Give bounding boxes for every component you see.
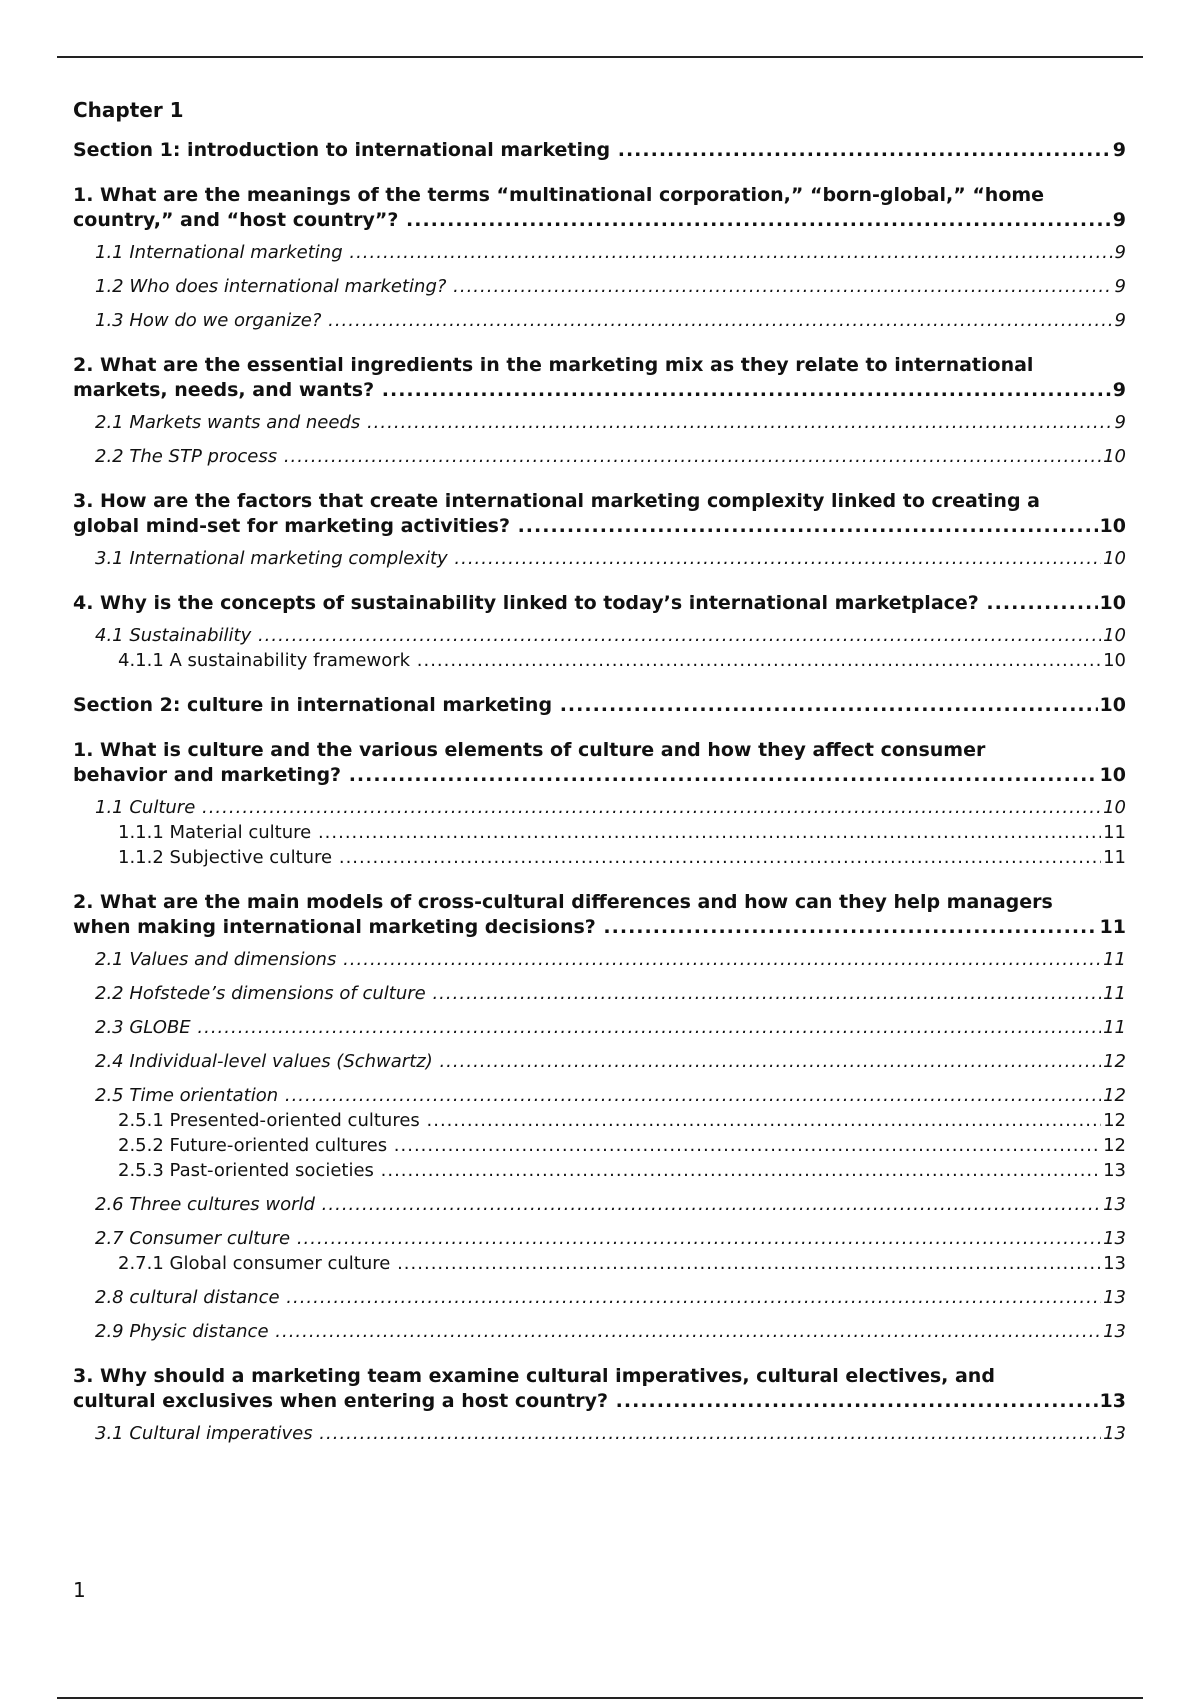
toc-entry-page: 11 (1103, 1017, 1126, 1038)
page-number: 1 (73, 1578, 86, 1602)
toc-entry-text: 1.1.1 Material culture ..... (118, 822, 1126, 843)
toc-entry-culture-2-8[interactable] (73, 1285, 1126, 1310)
toc-entry-text-line-2: global mind-set for marketing activities? ..... (73, 514, 1126, 539)
toc-entry-1-3[interactable] (73, 308, 1126, 333)
toc-entry-page: 13 (1103, 1423, 1126, 1444)
toc-entry-text: 1.3 How do we organize? ..... (95, 310, 1126, 331)
toc-entry-text: 1.1.2 Subjective culture ..... (118, 847, 1126, 868)
toc-entry-2-1[interactable] (73, 410, 1126, 435)
toc-entry-culture-1-1[interactable] (73, 795, 1126, 820)
toc-entry-page: 13 (1103, 1321, 1126, 1342)
toc-entry-1-1[interactable] (73, 240, 1126, 265)
toc-entry-page: 10 (1099, 592, 1126, 614)
toc-entry-page: 10 (1103, 625, 1126, 646)
toc-entry-3-1[interactable] (73, 546, 1126, 571)
toc-entry-4-1[interactable] (73, 623, 1126, 648)
toc-entry-question-4[interactable] (73, 591, 1126, 616)
toc-entry-text: 2.8 cultural distance ..... (95, 1287, 1126, 1308)
toc-entry-culture-question-3[interactable] (73, 1364, 1126, 1414)
toc-entry-page: 11 (1099, 916, 1126, 938)
toc-entry-text: 2.5 Time orientation ..... (95, 1085, 1126, 1106)
toc-entry-text-line-1: 2. What are the main models of cross-cultural differences and how can they help managers (73, 891, 1053, 913)
toc-entry-culture-question-2[interactable] (73, 890, 1126, 940)
toc-entry-text-line-1: 3. How are the factors that create international marketing complexity linked to creating a (73, 490, 1040, 512)
toc-entry-page: 11 (1103, 822, 1126, 843)
toc-entry-text: 1.2 Who does international marketing? ..... (95, 276, 1126, 297)
toc-entry-page: 12 (1103, 1085, 1126, 1106)
toc-entry-question-2[interactable] (73, 353, 1126, 403)
table-of-contents (73, 96, 1126, 1446)
toc-entry-page: 12 (1103, 1110, 1126, 1131)
toc-entry-text-line-1: 1. What are the meanings of the terms “multinational corporation,” “born-global,” “home (73, 184, 1045, 206)
toc-entry-page: 13 (1099, 1390, 1126, 1412)
toc-entry-culture-2-5[interactable] (73, 1083, 1126, 1108)
toc-entry-page: 9 (1112, 379, 1126, 401)
toc-entry-page: 13 (1103, 1160, 1126, 1181)
toc-entry-culture-3-1[interactable] (73, 1421, 1126, 1446)
toc-entry-text: Section 1: introduction to international marketing ..... (73, 139, 1126, 161)
toc-entry-section-2[interactable] (73, 693, 1126, 718)
toc-entry-page: 10 (1103, 548, 1126, 569)
toc-entry-text-line-1: 2. What are the essential ingredients in the marketing mix as they relate to international (73, 354, 1034, 376)
toc-entry-page: 11 (1103, 847, 1126, 868)
toc-entry-culture-2-1[interactable] (73, 947, 1126, 972)
toc-entry-page: 10 (1099, 764, 1126, 786)
toc-entry-text: Section 2: culture in international marketing ..... (73, 694, 1126, 716)
toc-entry-text-line-1: 1. What is culture and the various elements of culture and how they affect consumer (73, 739, 986, 761)
toc-entry-text: 2.2 Hofstede’s dimensions of culture ..... (95, 983, 1126, 1004)
toc-entry-page: 10 (1099, 694, 1126, 716)
toc-entry-culture-2-7[interactable] (73, 1226, 1126, 1251)
toc-entry-page: 9 (1114, 242, 1126, 263)
toc-entry-text-line-2: country,” and “host country”? ..... (73, 208, 1126, 233)
toc-entry-question-3[interactable] (73, 489, 1126, 539)
toc-entry-text: 4. Why is the concepts of sustainability linked to today’s international marketplace? ..... (73, 592, 1126, 614)
toc-entry-culture-question-1[interactable] (73, 738, 1126, 788)
toc-entry-page: 11 (1103, 949, 1126, 970)
toc-entry-page: 10 (1103, 797, 1126, 818)
toc-entry-page: 10 (1099, 515, 1126, 537)
toc-entry-text: 4.1 Sustainability ..... (95, 625, 1126, 646)
toc-entry-text: 2.1 Markets wants and needs ..... (95, 412, 1126, 433)
top-rule (57, 56, 1143, 58)
toc-entry-text-line-2: markets, needs, and wants? ..... (73, 378, 1126, 403)
toc-entry-page: 9 (1114, 310, 1126, 331)
toc-entry-text: 2.5.1 Presented-oriented cultures ..... (118, 1110, 1126, 1131)
toc-entry-page: 13 (1103, 1228, 1126, 1249)
toc-entry-culture-2-4[interactable] (73, 1049, 1126, 1074)
toc-entry-page: 11 (1103, 983, 1126, 1004)
toc-entry-culture-2-9[interactable] (73, 1319, 1126, 1344)
toc-entry-page: 9 (1114, 412, 1126, 433)
toc-entry-page: 13 (1103, 1287, 1126, 1308)
toc-entry-text: 4.1.1 A sustainability framework ..... (118, 650, 1126, 671)
toc-entry-text-line-2: cultural exclusives when entering a host country? ..... (73, 1389, 1126, 1414)
toc-entry-culture-2-7-1[interactable] (73, 1251, 1126, 1276)
toc-entry-text: 2.5.3 Past-oriented societies ..... (118, 1160, 1126, 1181)
toc-entry-page: 10 (1103, 650, 1126, 671)
toc-entry-text: 2.1 Values and dimensions ..... (95, 949, 1126, 970)
toc-entry-text: 2.7 Consumer culture ..... (95, 1228, 1126, 1249)
toc-entry-text: 2.5.2 Future-oriented cultures ..... (118, 1135, 1126, 1156)
chapter-title: Chapter 1 (73, 98, 184, 122)
toc-entry-text-line-2: behavior and marketing? ..... (73, 763, 1126, 788)
toc-entry-page: 10 (1103, 446, 1126, 467)
toc-entry-text: 1.1 International marketing ..... (95, 242, 1126, 263)
toc-entry-culture-2-5-2[interactable] (73, 1133, 1126, 1158)
toc-entry-page: 13 (1103, 1253, 1126, 1274)
toc-entry-text: 2.3 GLOBE ..... (95, 1017, 1126, 1038)
toc-entry-text: 2.4 Individual-level values (Schwartz) ..... (95, 1051, 1126, 1072)
toc-entry-culture-1-1-2[interactable] (73, 845, 1126, 870)
toc-entry-page: 9 (1112, 139, 1126, 161)
toc-entry-text: 2.2 The STP process ..... (95, 446, 1126, 467)
toc-entry-text-line-2: when making international marketing decisions? ..... (73, 915, 1126, 940)
toc-entry-2-2[interactable] (73, 444, 1126, 469)
toc-entry-1-2[interactable] (73, 274, 1126, 299)
toc-entry-question-1[interactable] (73, 183, 1126, 233)
toc-entry-text: 1.1 Culture ..... (95, 797, 1126, 818)
toc-entry-page: 12 (1103, 1135, 1126, 1156)
toc-entry-page: 9 (1114, 276, 1126, 297)
toc-entry-culture-1-1-1[interactable] (73, 820, 1126, 845)
toc-entry-page: 9 (1112, 209, 1126, 231)
toc-entry-text: 3.1 International marketing complexity ..... (95, 548, 1126, 569)
toc-entry-page: 13 (1103, 1194, 1126, 1215)
toc-entry-culture-2-3[interactable] (73, 1015, 1126, 1040)
toc-entry-text: 2.7.1 Global consumer culture ..... (118, 1253, 1126, 1274)
toc-entry-page: 12 (1103, 1051, 1126, 1072)
toc-entry-section-1[interactable] (73, 138, 1126, 163)
toc-entry-culture-2-5-1[interactable] (73, 1108, 1126, 1133)
toc-entry-culture-2-5-3[interactable] (73, 1158, 1126, 1183)
toc-entry-culture-2-2[interactable] (73, 981, 1126, 1006)
toc-entry-culture-2-6[interactable] (73, 1192, 1126, 1217)
toc-entry-text-line-1: 3. Why should a marketing team examine cultural imperatives, cultural electives, and (73, 1365, 995, 1387)
toc-entry-text: 3.1 Cultural imperatives ..... (95, 1423, 1126, 1444)
bottom-rule (57, 1697, 1143, 1699)
toc-entry-text: 2.9 Physic distance ..... (95, 1321, 1126, 1342)
toc-entry-4-1-1[interactable] (73, 648, 1126, 673)
toc-entry-text: 2.6 Three cultures world ..... (95, 1194, 1126, 1215)
